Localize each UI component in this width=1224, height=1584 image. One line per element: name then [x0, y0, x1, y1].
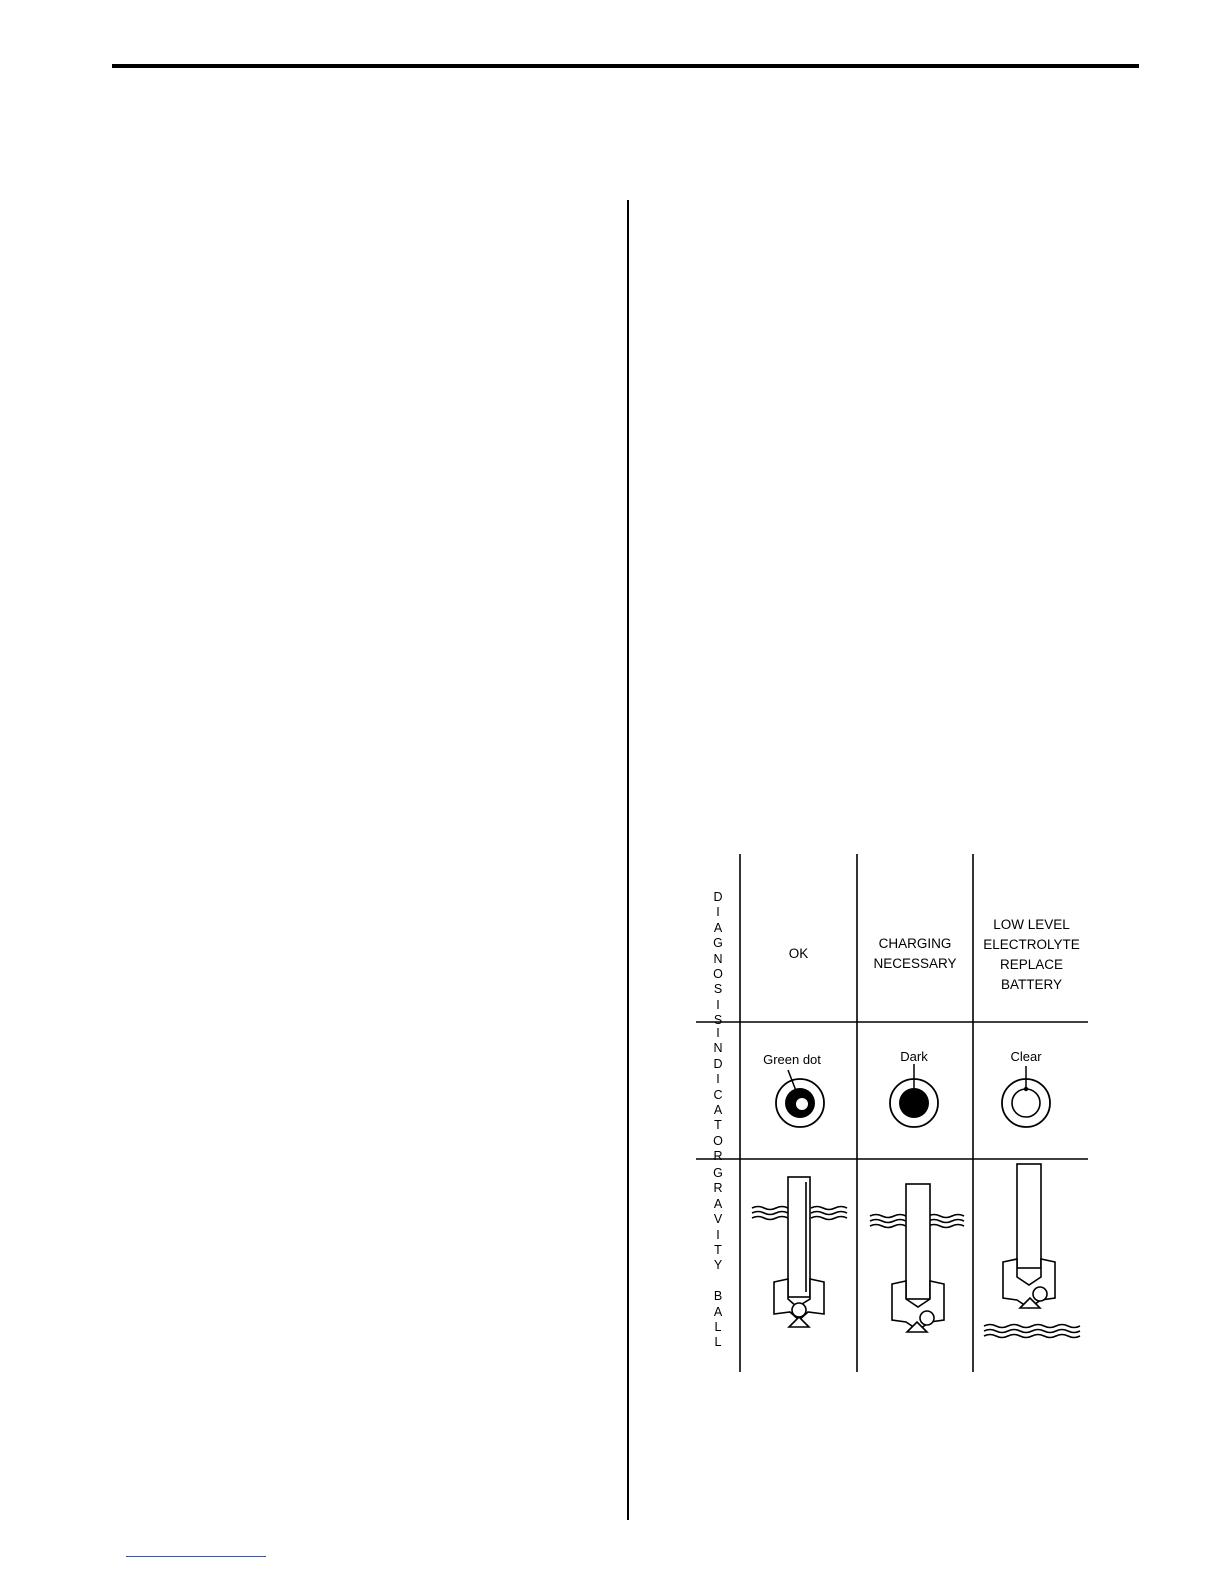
diagnosis-charging-line: NECESSARY [873, 956, 957, 971]
gravity-ball-low-level-icon [984, 1164, 1080, 1338]
row-label-indicator: I N D I C A T O R [713, 1026, 723, 1164]
diagnosis-ok [740, 944, 857, 964]
dark-indicator-icon [890, 1064, 938, 1127]
diagnosis-low-line: LOW LEVEL [993, 917, 1070, 932]
diagnosis-charging-line: CHARGING [878, 936, 952, 951]
diagnosis-ok-text: OK [788, 946, 809, 961]
indicator-label-clear: Clear [1010, 1049, 1042, 1064]
gravity-ball-ok-icon [752, 1177, 847, 1327]
green-dot-indicator-icon [776, 1070, 824, 1127]
battery-indicator-figure [694, 852, 1090, 1374]
row-label-gravity-ball: G R A V I T Y B A L L [713, 1166, 723, 1350]
header-rule [112, 64, 1139, 68]
diagnosis-low-line: REPLACE [999, 957, 1064, 972]
clear-indicator-icon [1002, 1066, 1050, 1127]
column-divider [627, 200, 629, 1520]
diagnosis-low-level [973, 915, 1090, 995]
diagnosis-low-line: BATTERY [1000, 977, 1062, 992]
gravity-ball-charging-icon [870, 1184, 964, 1332]
indicator-label-green-dot: Green dot [763, 1052, 821, 1067]
indicator-label-dark: Dark [900, 1049, 928, 1064]
footer-link-underline [126, 1556, 266, 1557]
diagnosis-low-line: ELECTROLYTE [983, 937, 1080, 952]
diagnosis-charging-necessary [857, 934, 973, 974]
row-label-diagnosis: D I A G N O S I S [713, 890, 723, 1028]
